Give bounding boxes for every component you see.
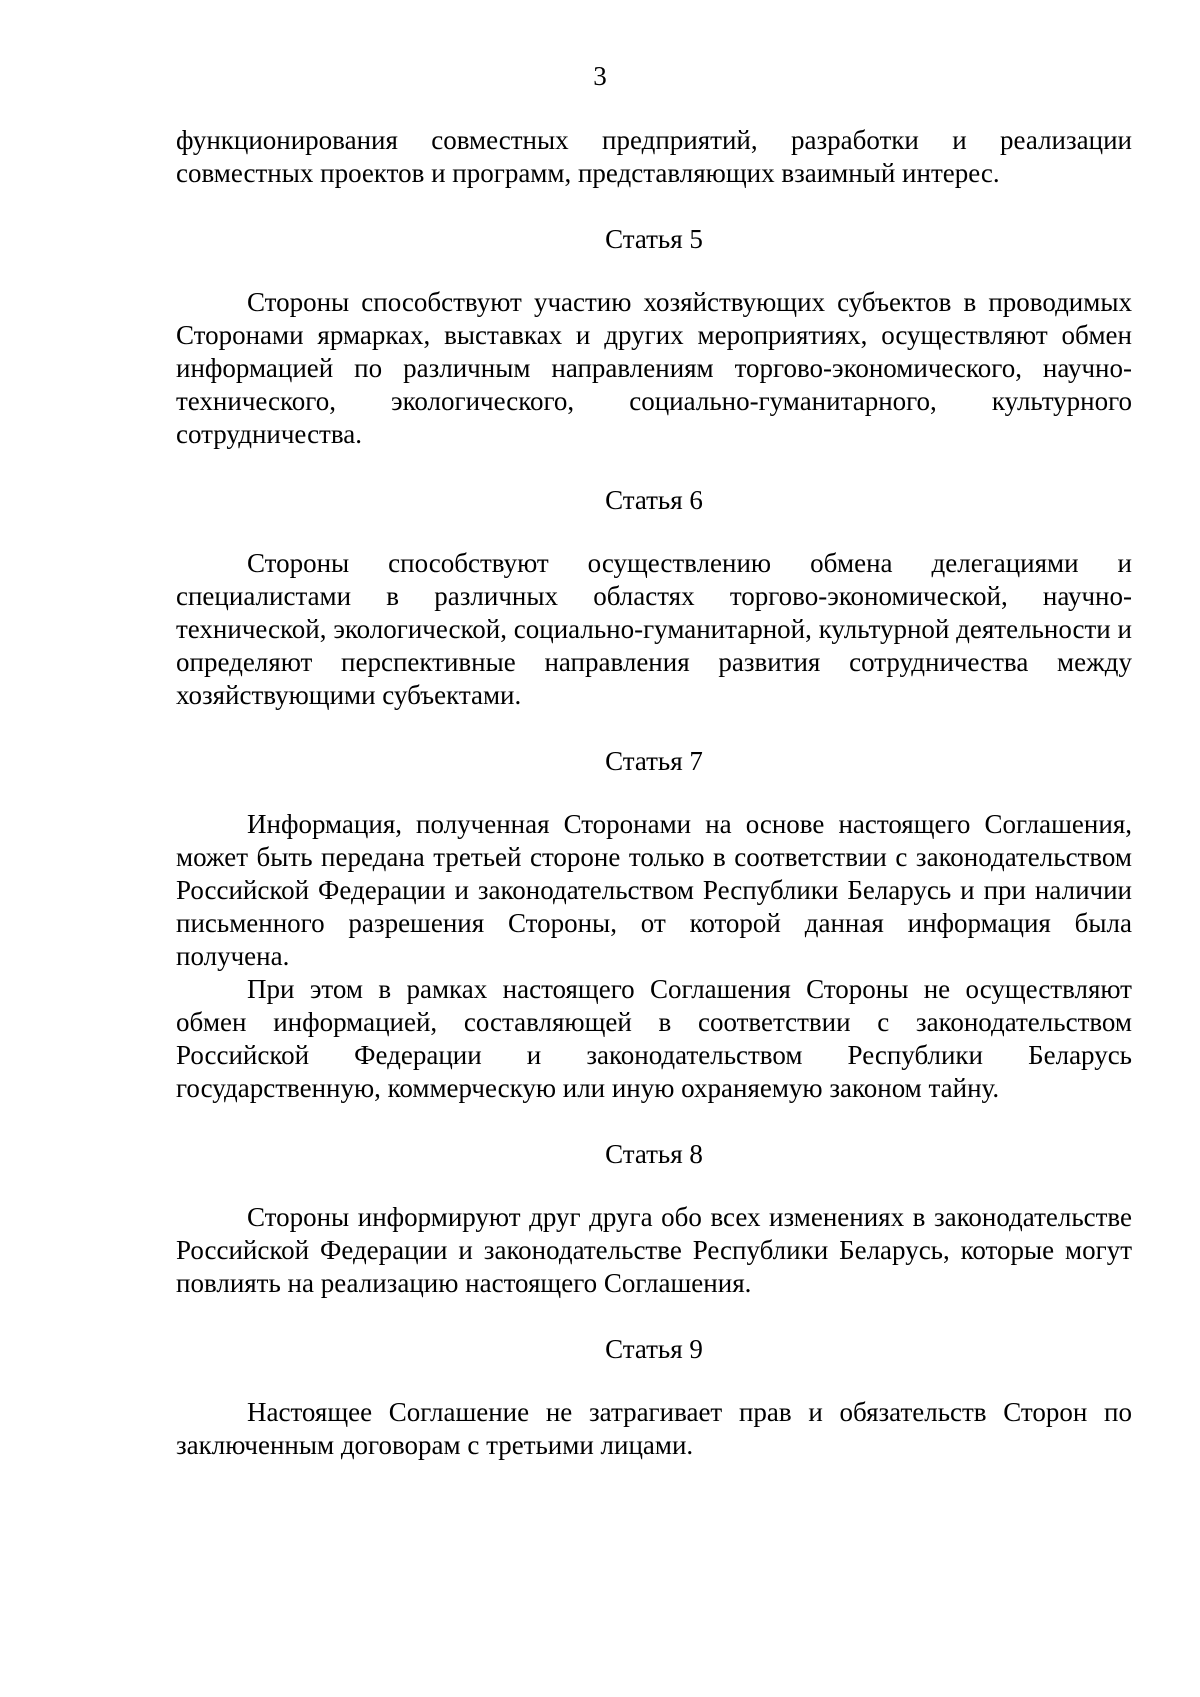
- article-5-paragraph-1: Стороны способствуют участию хозяйствующих субъектов в проводимых Сторонами ярмарках, выставках и других мероприятиях, осуществляют обмен информацией по различным направлениям торгово-экономического, научно-технического, экологического, социально-гуманитарного, культурного сотрудничества.: [176, 287, 1132, 449]
- article-5-heading: Статья 5: [605, 224, 703, 254]
- article-8-heading: Статья 8: [605, 1139, 703, 1169]
- article-7-heading: Статья 7: [605, 746, 703, 776]
- article-7-paragraph-2: При этом в рамках настоящего Соглашения Стороны не осуществляют обмен информацией, составляющей в соответствии с законодательством Российской Федерации и законодательством Республики Беларусь государственную, коммерческую или иную охраняемую законом тайну.: [176, 974, 1132, 1103]
- article-8-paragraph-1: Стороны информируют друг друга обо всех изменениях в законодательстве Российской Федерации и законодательстве Республики Беларусь, которые могут повлиять на реализацию настоящего Соглашения.: [176, 1202, 1132, 1298]
- document-body: [176, 124, 1132, 1462]
- article-9-heading: Статья 9: [605, 1334, 703, 1364]
- article-6-paragraph-1: Стороны способствуют осуществлению обмена делегациями и специалистами в различных областях торгово-экономической, научно-технической, экологической, социально-гуманитарной, культурной деятельности и определяют перспективные направления развития сотрудничества между хозяйствующими субъектами.: [176, 548, 1132, 710]
- article-6-heading: Статья 6: [605, 485, 703, 515]
- article-9-paragraph-1: Настоящее Соглашение не затрагивает прав и обязательств Сторон по заключенным договорам с третьими лицами.: [176, 1397, 1132, 1460]
- page-number: 3: [593, 61, 607, 91]
- intro-paragraph: функционирования совместных предприятий, разработки и реализации совместных проектов и программ, представляющих взаимный интерес.: [176, 125, 1132, 188]
- article-7-paragraph-1: Информация, полученная Сторонами на основе настоящего Соглашения, может быть передана третьей стороне только в соответствии с законодательством Российской Федерации и законодательством Республики Беларусь и при наличии письменного разрешения Стороны, от которой данная информация была получена.: [176, 809, 1132, 971]
